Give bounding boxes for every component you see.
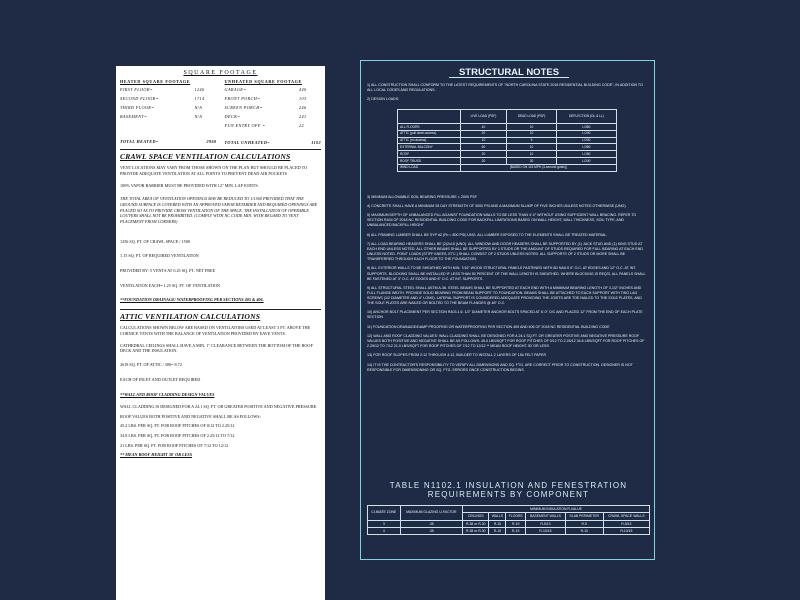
structural-note: 10) ANCHOR BOLT PLACEMENT PER SECTION R403.1.6. 1/2" DIAMETER ANCHOR BOLTS SPACED AT 6'-0" O/C AND PLACED 12" FROM THE END OF EACH PLATE SECTION <box>367 310 643 320</box>
structural-note: 5) MAXIMUM DEPTH OF UNBALANCED FILL AGAINST FOUNDATION WALLS TO BE LESS THAN 4'-0" WITHOUT USING SUFFICIENT WALL BRACING. REFER TO SECTION R404 OF 2018 NC RESIDENTIAL BUILDING CODE FOR BACKFILL LIMITATIONS BASED ON WALL HEIGHT, WALL THICKNESS, SOIL TYPE, AND UNBALANCED BACKFILL HEIGHT <box>367 213 637 228</box>
crawl-paragraph: 100% VAPOR BARRIER MUST BE PROVIDED WITH 12" MIN. LAP JOINTS. <box>120 182 259 188</box>
crawl-paragraph: THE TOTAL AREA OF VENTILATION OPENINGS MAY BE REDUCED TO 1/1500 PROVIDED THAT THE GROUND SURFACE IS COVERED WITH AN APPROVED VAPOR RETARDER AND REQUIRED OPENINGS ARE PLACED SO AS TO PROVIDE CROSS VENTILATION OF THE SPACE. THE INSTALLATION OF OPERABLE LOUVERS SHALL NOT BE PROHIBITED. (COMPLY WITH NC CODE MIN. WITH REGARD TO VENT PLACEMENT FROM CORNERS) <box>120 196 318 224</box>
crawl-space-title: CRAWL SPACE VENTILATION CALCULATIONS <box>120 151 291 161</box>
table-row: 3 .35 R-38 or R-30 R-15 R-19 R-5/13 R-5 R-5/13 <box>368 520 650 527</box>
structural-note: 2) DESIGN LOADS: <box>367 97 400 102</box>
cladding-line: 45.2 LBS. PER SQ. FT. FOR ROOF PITCHES OF 0/12 TO 2.25/12 <box>120 423 235 429</box>
crawl-calc-line: 1.15 SQ. FT. OF REQUIRED VENTILATION <box>120 253 199 259</box>
unheated-heading: UNHEATED SQUARE FOOTAGE <box>224 79 302 85</box>
crawl-calc-line: PROVIDED BY: 5 VENTS AT 0.25 SQ. FT. NET FREE <box>120 267 216 273</box>
structural-note: 8) ALL EXTERIOR WALLS TO BE SHEATHED WITH MIN. 7/16" WOOD STRUCTURAL PANELS FASTENED WITH 8D NAILS 6" O.C. AT EDGES AND 12" O.C. AT INT. SUPPORTS. BLOCKING SHALL BE INSTALLED IF LESS THAN 50 PERCENT OF THE WALL LENGTH IS SHEATHED. WHERE BLOCKING IS REQ'D, ALL PANELS SHALL BE FASTENED AT 3" O.C. AT EDGES AND 6" O.C. AT INT. SUPPORTS. <box>367 266 646 281</box>
title-underline <box>449 77 569 78</box>
structural-note: 13) FOR ROOF SLOPES FROM 2:12 THROUGH 4:12, BUILDER TO INSTALL 2 LAYERS OF 15# FELT PAPER <box>367 353 547 358</box>
table-row: ATTIC (no access) 10 5 L/240 <box>398 137 617 144</box>
heated-row: BASEMENT= N/A <box>120 113 203 119</box>
cladding-line: WALL CLADDING IS DESIGNED FOR A 24.1 SQ. FT. OR GREATER POSITIVE AND NEGATIVE PRESSURE. <box>120 403 318 409</box>
unheated-row: FUN ENTRY OFF = 22 <box>224 122 304 128</box>
heated-heading: HEATED SQUARE FOOTAGE <box>120 79 191 85</box>
heated-column <box>120 79 216 146</box>
table-row: ROOF 20 10 L/180 <box>398 151 617 158</box>
unheated-row: SCREEN PORCH= 246 <box>224 104 307 110</box>
cladding-line: ROOF VALUES BOTH POSITIVE AND NEGATIVE SHALL BE AS FOLLOWS: <box>120 413 261 419</box>
divider <box>120 149 321 150</box>
mean-roof-note: ** MEAN ROOF HEIGHT 30' OR LESS <box>120 452 193 458</box>
attic-calc-line: EACH OF INLET AND OUTLET REQUIRED <box>120 376 201 382</box>
divider <box>120 309 321 310</box>
structural-note: 3) MINIMUM ALLOWABLE SOIL BEARING PRESSURE = 2000 PSF <box>367 194 477 199</box>
cladding-line: 21 LBS. PER SQ. FT. FOR ROOF PITCHES OF 7/12 TO 12/12 <box>120 442 229 448</box>
square-footage-columns <box>120 79 321 146</box>
table-row: ALL FLOORS 40 10 L/360 <box>398 124 617 131</box>
heated-total: TOTAL HEATED= 2960 <box>120 139 217 145</box>
structural-note: 9) ALL STRUCTURAL STEEL SHALL ASTM A-36. STEEL BEAMS SHALL BE SUPPORTED AT EACH END WITH A MINIMUM BEARING LENGTH OF 3-1/2" INCHES AND FULL FLANGE WIDTH. PROVIDE SOLID BEARING FROM BEAM SUPPORT TO FOUNDATION. BEAMS SHALL BE ATTACHED TO EACH SUPPORT WITH TWO LAG SCREWS (1/2 DIAMETER AND 4" LONG). LATERAL SUPPORT IS CONSIDERED ADEQUATE PROVIDING THE JOISTS ARE TOE NAILED TO THE SOLE PLATES, AND THE SOLE PLATES ARE NAILED OR BOLTED TO THE BEAM FLANGES @ 48" O.C. <box>367 285 642 305</box>
table-row: ATTIC (pull down access) 20 10 L/240 <box>398 130 617 137</box>
heated-row: THIRD FLOOR= N/A <box>120 104 203 110</box>
foundation-note: **FOUNDATION DRAINAGE/ WATERPROOFING PER SECTIONS 405 & 406. <box>120 297 264 303</box>
heated-row: SECOND FLOOR= 1714 <box>120 95 205 101</box>
table-header-row: CLIMATE ZONE MAXIMUM GLAZING U-FACTOR MINIMUM INSULATION R-VALUE <box>368 506 650 513</box>
table-row: ROOF TRUSS 20 20 L/240 <box>398 157 617 164</box>
unheated-row: GARAGE= 440 <box>224 86 307 92</box>
attic-paragraph: CALCULATIONS SHOWN BELOW ARE BASED ON VENTILATORS USED AT LEAST 3 FT. ABOVE THE CORNICE VENTS WITH THE BALANCE OF VENTILATION PROVIDED BY EAVE VENTS. <box>120 325 311 336</box>
structural-note: 11) FOUNDATION DRAINAGE/DAMP PROOFING OR WATERPROOFING PER SECTION 405 AND 406 OF 2018 NC RESIDENTIAL BUILDING CODE <box>367 324 610 329</box>
crawl-paragraph: VENT LOCATIONS MAY VARY FROM THOSE SHOWN ON THE PLAN BUT SHOULD BE PLACED TO PROVIDE ADEQUATE VENTILATION AT ALL POINTS TO PREVENT DEAD AIR POCKETS <box>120 165 308 176</box>
table-row: EXTERNAL BALCONY 60 10 L/360 <box>398 144 617 151</box>
square-footage-title: SQUARE FOOTAGE <box>183 70 258 76</box>
insulation-table <box>367 505 650 535</box>
attic-paragraph: CATHEDRAL CEILINGS SHALL HAVE A MIN. 1" CLEARANCE BETWEEN THE BOTTOM OF THE ROOF DECK AND THE INSULATION. <box>120 342 313 354</box>
crawl-calc-line: VENTILATION EACH= 1.25 SQ. FT. OF VENTILATION <box>120 282 221 288</box>
structural-note: 12) WALL AND ROOF CLADDING VALUES: WALL CLADDING SHALL BE DESIGNED FOR A 24.1 SQ.FT. OR GREATER POSITIVE AND NEGATIVE PRESSURE ROOF VALUES BOTH POSITIVE AND NEGATIVE SHALL BE AS FOLLOWS: 45.0 LBS/SQFT FOR ROOF PITCHES OF 0/12 TO 2.25/12 34.6 LBS/SQFT FOR ROOF PITCHES OF 2.25/12 TO 7/12 21.0 LBS/SQFT FOR ROOF PITCHES OF 7/12 TO 12/12 ** MEAN ROOF HEIGHT 30' OR LESS <box>367 333 645 349</box>
structural-note: 14) IT IS THE CONTRACTOR'S RESPONSIBILITY TO VERIFY ALL DIMENSIONS AND SQ. FTG. ARE CORRECT PRIOR TO CONSTRUCTION. DESIGNER IS NOT RESPONSIBLE FOR DIMENSIONING OR SQ. FTG. ERRORS ONCE CONSTRUCTION BEGINS <box>367 362 633 372</box>
cladding-title: **WALL AND ROOF CLADDING DESIGN VALUES <box>120 392 215 398</box>
unheated-column <box>225 79 321 146</box>
attic-calc-line: 2618 SQ. FT. OF ATTIC / 300= 8.72 <box>120 361 182 367</box>
table-header-row: CEILINGS WALLS FLOORS BASEMENT WALLS SLAB PERIMETER CRAWL SPACE WALLS <box>368 513 650 520</box>
left-calculation-sheet <box>116 66 325 600</box>
crawl-calc-line: 1256 SQ. FT. OF CRAWL SPACE / 1500 <box>120 238 190 244</box>
unheated-row: FRONT PORCH= 103 <box>224 95 307 101</box>
cladding-line: 34.8 LBS. PER SQ. FT. FOR ROOF PITCHES OF 2.25/12 TO 7/12 <box>120 432 235 438</box>
unheated-total: TOTAL UNHEATED= 1102 <box>224 140 321 146</box>
table-row: WIND LOAD [BASED ON 115 MPH (3-second gusts)] <box>398 164 617 171</box>
insulation-table-title: TABLE N1102.1 INSULATION AND FENESTRATION REQUIREMENTS BY COMPONENT <box>389 481 628 500</box>
structural-notes-title: STRUCTURAL NOTES <box>458 67 560 78</box>
structural-notes-sheet <box>360 60 655 560</box>
design-loads-table <box>397 109 617 172</box>
table-header-row: LIVE LOAD (PSF) DEAD LOAD (PSF) DEFLECTION (DL & LL) <box>398 110 617 124</box>
structural-note: 6) ALL FRAMING LUMBER SHALL BE SYP #2 (Fb = 800 PSI) UNO. ALL LUMBER EXPOSED TO THE ELEMENTS SHALL BE TREATED MATERIAL. <box>367 232 608 237</box>
structural-note: 7) ALL LOAD BEARING HEADERS SHALL BE (2)2x10 (UNO). ALL WINDOW AND DOOR HEADERS SHALL BE SUPPORTED BY (1) JACK STUD AND (1) KING STUD AT EACH END UNLESS NOTED. ALL OTHER BEAMS SHALL BE SUPPORTED BY 3 STUDS OR THE AMOUNT OF STUDS REQUIRED FOR FULL BEARING AT EACH END UNLESS NOTED. POINT LOADS (STIFF KNEES, ETC.) SHALL CONSIST OF 2 STUDS UNLESS NOTED. ALL SUPPORTS OF 2 STUDS OR MORE SHALL BE TRANSFERRED THROUGH EACH FLOOR TO THE FOUNDATION. <box>367 242 643 262</box>
structural-note: 1) ALL CONSTRUCTION SHALL CONFORM TO THE LATEST REQUIREMENTS OF "NORTH CAROLINA STATE 2018 RESIDENTIAL BUILDING CODE", IN ADDITION TO ALL LOCAL CODES AND REGULATIONS. <box>367 83 643 93</box>
attic-title: ATTIC VENTILATION CALCULATIONS <box>120 311 261 321</box>
structural-note: 4) CONCRETE SHALL HAVE A MINIMUM 28 DAY STRENGTH OF 3000 PSI AND A MAXIMUM SLUMP OF FIVE INCHES UNLESS NOTED OTHERWISE (UNO). <box>367 204 627 209</box>
heated-row: FIRST FLOOR= 1246 <box>120 86 205 92</box>
unheated-row: DECK= 241 <box>224 113 307 119</box>
table-row: 4 .35 R-38 or R-30 R-15 R-19 R-10/15 R-10 R-10/15 <box>368 528 650 535</box>
